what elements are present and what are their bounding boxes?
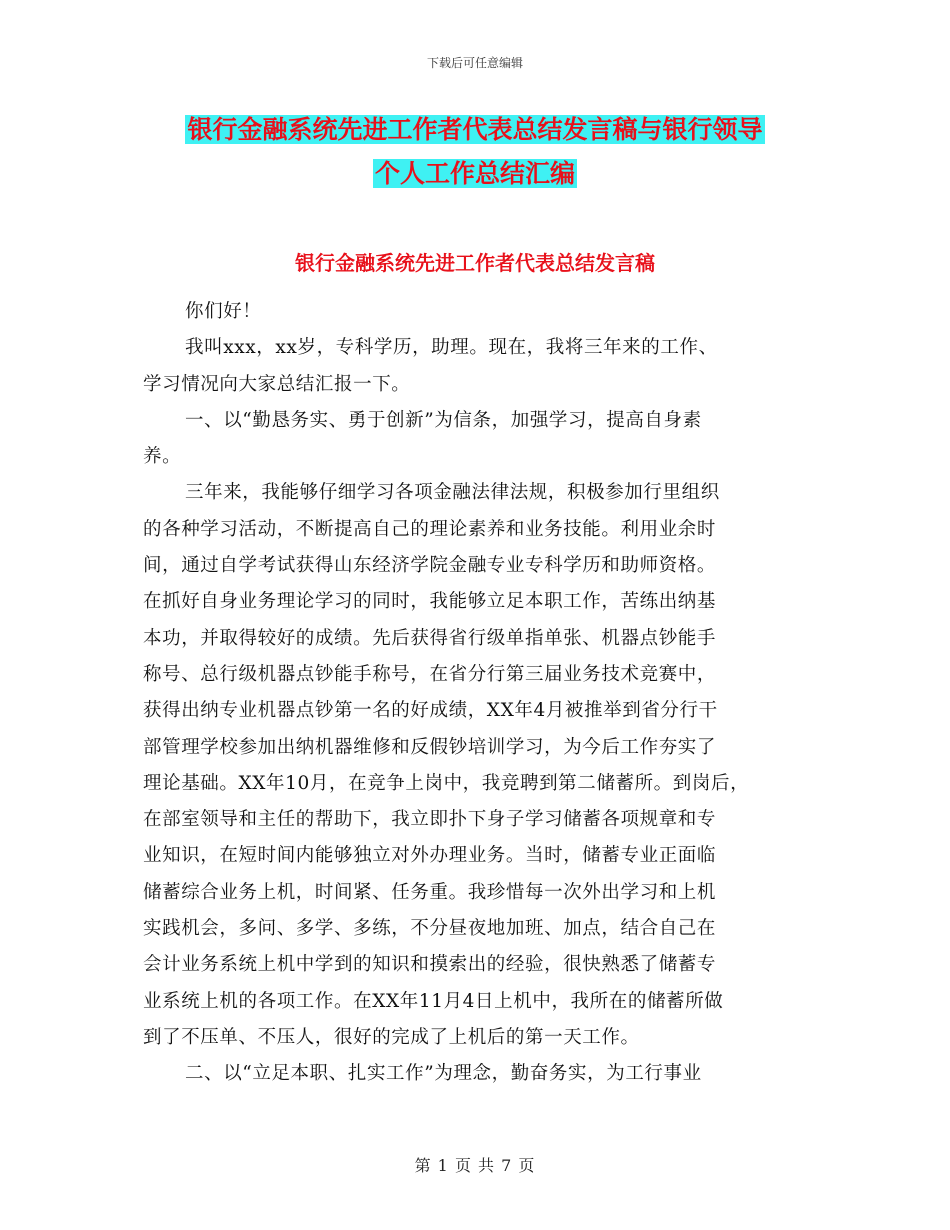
document-title-line-1 — [0, 112, 950, 148]
header-note: 下载后可任意编辑 — [426, 56, 523, 70]
text-line: 称号、总行级机器点钞能手称号，在省分行第三届业务技术竞赛中， — [143, 663, 717, 685]
text-line: 本功，并取得较好的成绩。先后获得省行级单指单张、机器点钞能手 — [143, 627, 717, 649]
text-line: 一、以“勤恳务实、勇于创新”为信条，加强学习，提高自身素 — [185, 409, 702, 431]
text-line: 学习情况向大家总结汇报一下。 — [143, 373, 411, 395]
document-title-text-1: 银行金融系统先进工作者代表总结发言稿与银行领导 — [187, 115, 763, 144]
text-line: 储蓄综合业务上机，时间紧、任务重。我珍惜每一次外出学习和上机 — [143, 881, 717, 903]
text-line: 三年来，我能够仔细学习各项金融法律法规，积极参加行里组织 — [185, 482, 720, 504]
text-line: 部管理学校参加出纳机器维修和反假钞培训学习，为今后工作夯实了 — [143, 736, 717, 758]
text-line: 在抓好自身业务理论学习的同时，我能够立足本职工作，苦练出纳基 — [143, 591, 717, 613]
document-title-text-2: 个人工作总结汇编 — [374, 159, 575, 188]
page-footer: 第 1 页 共 7 页 — [414, 1156, 536, 1175]
text-line: 间，通过自学考试获得山东经济学院金融专业专科学历和助师资格。 — [143, 555, 717, 577]
text-line: 你们好！ — [185, 301, 262, 322]
document-title-line-2 — [0, 156, 950, 192]
text-line: 业知识，在短时间内能够独立对外办理业务。当时，储蓄专业正面临 — [143, 845, 717, 867]
text-line: 业系统上机的各项工作。在XX年11月4日上机中，我所在的储蓄所做 — [143, 990, 724, 1012]
text-line: 会计业务系统上机中学到的知识和摸索出的经验，很快熟悉了储蓄专 — [143, 954, 717, 976]
text-line: 的各种学习活动，不断提高自己的理论素养和业务技能。利用业余时 — [143, 518, 717, 540]
text-line: 实践机会，多问、多学、多练，不分昼夜地加班、加点，结合自己在 — [143, 918, 717, 940]
text-line: 二、以“立足本职、扎实工作”为理念，勤奋务实，为工行事业 — [185, 1063, 702, 1085]
text-line: 我叫xxx，xx岁，专科学历，助理。现在，我将三年来的工作、 — [185, 337, 718, 359]
text-line: 养。 — [143, 446, 182, 468]
text-line: 获得出纳专业机器点钞第一名的好成绩，XX年4月被推举到省分行干 — [143, 700, 718, 722]
text-line: 在部室领导和主任的帮助下，我立即扑下身子学习储蓄各项规章和专 — [143, 809, 717, 831]
section-title: 银行金融系统先进工作者代表总结发言稿 — [295, 251, 655, 275]
body-text — [143, 294, 823, 1093]
text-line: 理论基础。XX年10月，在竞争上岗中，我竞聘到第二储蓄所。到岗后， — [143, 772, 750, 794]
text-line: 到了不压单、不压人，很好的完成了上机后的第一天工作。 — [143, 1026, 640, 1048]
